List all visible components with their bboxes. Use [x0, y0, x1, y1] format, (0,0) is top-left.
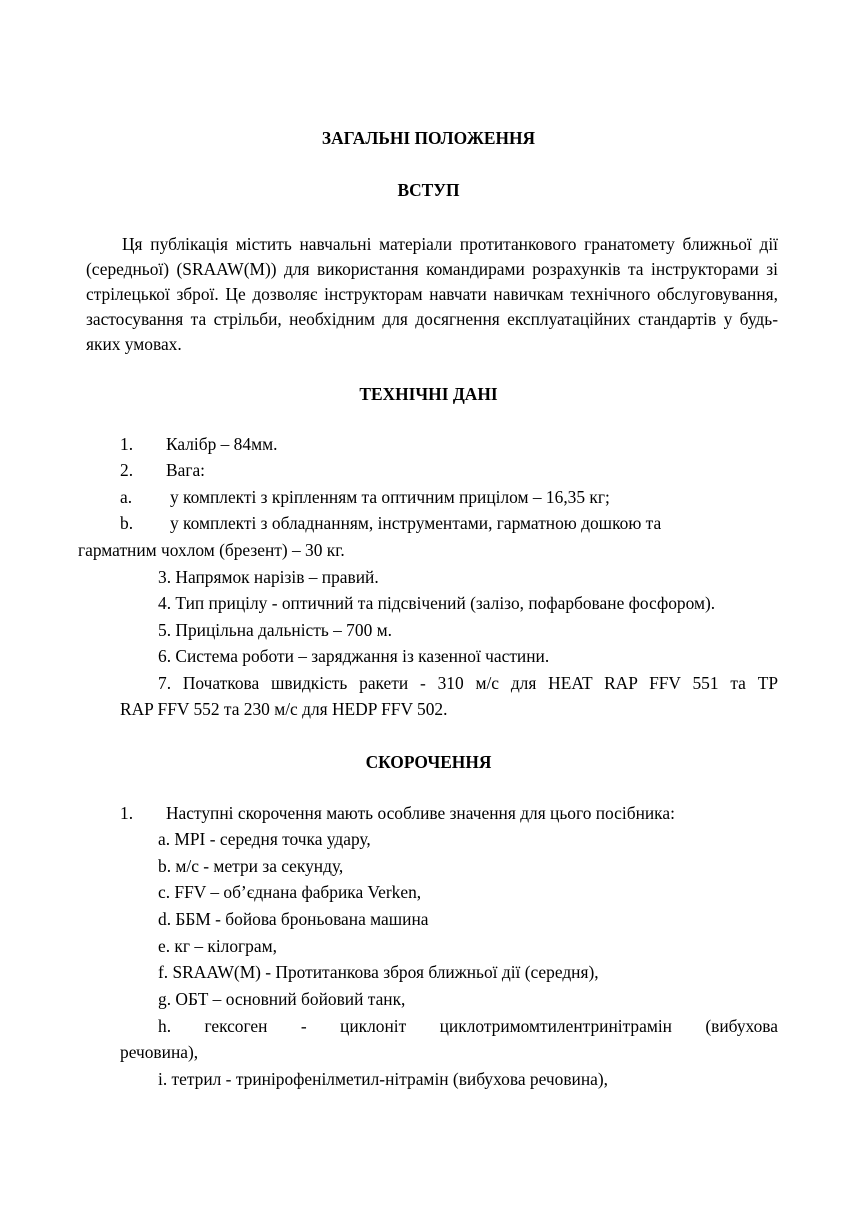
- heading-general-provisions: ЗАГАЛЬНІ ПОЛОЖЕННЯ: [321, 128, 536, 148]
- tech-item-1-text: Калібр – 84мм.: [166, 434, 278, 454]
- tech-item-4: 4. Тип прицілу - оптичний та підсвічений (залізо, пофарбоване фосфором).: [158, 593, 716, 613]
- abbr-item-i: i. тетрил - тринірофенілметил-нітрамін (вибухова речовина),: [158, 1069, 608, 1089]
- abbr-intro-number: 1.: [120, 803, 134, 823]
- tech-item-b-letter: b.: [120, 513, 134, 533]
- abbr-item-h-line2: речовина),: [120, 1042, 199, 1062]
- tech-item-b-text-line2: гарматним чохлом (брезент) – 30 кг.: [78, 540, 345, 560]
- tech-item-2-text: Вага:: [166, 460, 206, 480]
- tech-item-b-text-line1: у комплекті з обладнанням, інструментами, гарматною дошкою та: [170, 513, 662, 533]
- tech-item-7-line1: 7. Початкова швидкість ракети - 310 м/с для HEAT RAP FFV 551 та TP: [158, 673, 778, 693]
- tech-item-7-line2: RAP FFV 552 та 230 м/с для HEDP FFV 502.: [120, 699, 448, 719]
- heading-abbreviations: СКОРОЧЕННЯ: [365, 752, 492, 772]
- abbr-item-c: c. FFV – об’єднана фабрика Verken,: [158, 882, 422, 902]
- intro-paragraph: Ця публікація містить навчальні матеріали протитанкового гранатомету ближньої дії (середньої) (SRAAW(M)) для використання командирами розрахунків та інструкторами зі стрілецької зброї. Це дозволяє інструкторам навчати навичкам технічного обслуговування, застосування та стрільби, необхідним для досягнення експлуатаційних стандартів у будь-яких умовах.: [86, 234, 778, 354]
- tech-item-a-text: у комплекті з кріпленням та оптичним прицілом – 16,35 кг;: [170, 487, 610, 507]
- tech-item-1-number: 1.: [120, 434, 134, 454]
- abbr-item-g: g. ОБТ – основний бойовий танк,: [158, 989, 406, 1009]
- abbr-item-a: a. MPI - середня точка удару,: [158, 829, 371, 849]
- tech-item-6: 6. Система роботи – заряджання із казенної частини.: [158, 646, 550, 666]
- tech-item-5: 5. Прицільна дальність – 700 м.: [158, 620, 392, 640]
- heading-introduction: ВСТУП: [397, 180, 460, 200]
- abbr-item-d: d. ББМ - бойова броньована машина: [158, 909, 429, 929]
- heading-technical-data: ТЕХНІЧНІ ДАНІ: [359, 384, 498, 404]
- abbr-item-b: b. м/с - метри за секунду,: [158, 856, 344, 876]
- abbr-item-h-line1: h. гексоген - циклоніт циклотримомтилентринітрамін (вибухова: [158, 1016, 778, 1036]
- abbr-item-e: e. кг – кілограм,: [158, 936, 277, 956]
- abbr-item-f: f. SRAAW(M) - Протитанкова зброя ближньої дії (середня),: [158, 962, 599, 982]
- tech-item-a-letter: a.: [120, 487, 133, 507]
- abbr-intro-text: Наступні скорочення мають особливе значення для цього посібника:: [166, 803, 675, 823]
- tech-item-2-number: 2.: [120, 460, 134, 480]
- tech-item-3: 3. Напрямок нарізів – правий.: [158, 567, 379, 587]
